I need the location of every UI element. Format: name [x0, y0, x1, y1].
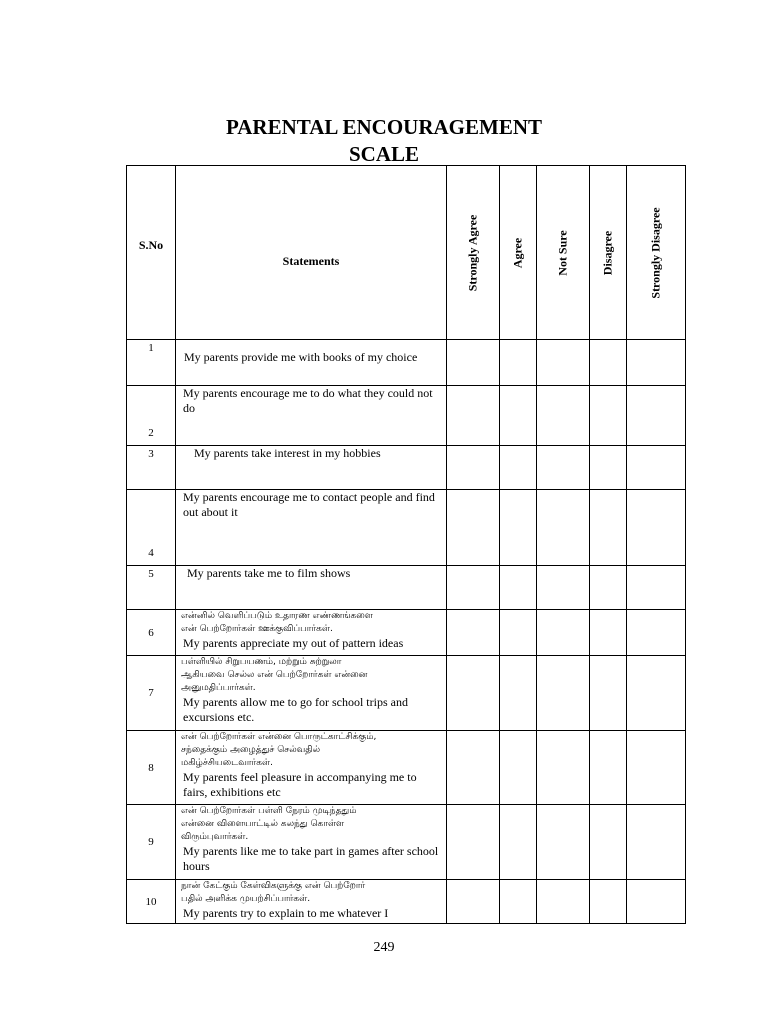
header-row [127, 166, 686, 340]
english-statement: My parents provide me with books of my choice [184, 350, 418, 364]
response-cell-disagree[interactable] [590, 805, 627, 880]
row-number: 5 [127, 566, 176, 610]
english-statement: My parents take me to film shows [187, 566, 351, 580]
response-cell-not-sure[interactable] [537, 340, 590, 386]
english-statement: My parents feel pleasure in accompanying me to fairs, exhibitions etc [183, 770, 417, 799]
table-row [127, 446, 686, 490]
english-statement: My parents try to explain to me whatever I [183, 906, 389, 920]
tamil-statement-line: என் பெற்றோர்கள் ஊக்குவிப்பார்கள். [181, 624, 333, 634]
response-cell-strongly-agree[interactable] [447, 446, 500, 490]
response-cell-not-sure[interactable] [537, 731, 590, 805]
statement-cell [176, 386, 447, 446]
response-cell-agree[interactable] [500, 656, 537, 731]
response-cell-strongly-agree[interactable] [447, 805, 500, 880]
tamil-statement-line: என் பெற்றோர்கள் என்னை பொருட்காட்சிக்கும், [181, 732, 377, 742]
response-cell-agree[interactable] [500, 805, 537, 880]
row-number: 2 [127, 386, 176, 446]
english-statement: My parents encourage me to do what they could not do [183, 386, 433, 415]
table-row [127, 880, 686, 924]
statement-cell [176, 880, 447, 924]
scale-table [126, 165, 686, 924]
response-cell-not-sure[interactable] [537, 805, 590, 880]
response-cell-not-sure[interactable] [537, 490, 590, 566]
response-cell-disagree[interactable] [590, 446, 627, 490]
row-number: 4 [127, 490, 176, 566]
tamil-statement-line: விரும்புவார்கள். [181, 832, 249, 842]
response-cell-disagree[interactable] [590, 340, 627, 386]
agree-header: Agree [500, 166, 537, 340]
page-title: PARENTAL ENCOURAGEMENT [226, 115, 542, 139]
tamil-statement-line: சந்தைக்கும் அழைத்துச் செல்வதில் [181, 745, 321, 755]
response-cell-agree[interactable] [500, 731, 537, 805]
tamil-statement-line: என்னில் வெளிப்படும் உதாரண எண்ணங்களை [181, 611, 373, 621]
response-cell-not-sure[interactable] [537, 656, 590, 731]
response-cell-strongly-disagree[interactable] [627, 386, 686, 446]
strongly-agree-header: Strongly Agree [447, 166, 500, 340]
response-cell-strongly-agree[interactable] [447, 566, 500, 610]
table-row [127, 610, 686, 656]
response-cell-agree[interactable] [500, 880, 537, 924]
row-number: 6 [127, 610, 176, 656]
row-number: 10 [127, 880, 176, 924]
response-cell-agree[interactable] [500, 386, 537, 446]
table-row [127, 490, 686, 566]
response-cell-strongly-agree[interactable] [447, 490, 500, 566]
page-subtitle: SCALE [348, 142, 420, 166]
not-sure-header: Not Sure [537, 166, 590, 340]
response-cell-strongly-agree[interactable] [447, 386, 500, 446]
row-number: 1 [127, 340, 176, 386]
table-row [127, 731, 686, 805]
table-row [127, 805, 686, 880]
statements-header: Statements [176, 166, 447, 340]
response-cell-strongly-disagree[interactable] [627, 656, 686, 731]
response-cell-agree[interactable] [500, 340, 537, 386]
response-cell-not-sure[interactable] [537, 566, 590, 610]
response-cell-agree[interactable] [500, 610, 537, 656]
response-cell-strongly-agree[interactable] [447, 656, 500, 731]
response-cell-disagree[interactable] [590, 490, 627, 566]
response-cell-strongly-disagree[interactable] [627, 880, 686, 924]
response-cell-agree[interactable] [500, 490, 537, 566]
response-cell-strongly-disagree[interactable] [627, 731, 686, 805]
statement-cell [176, 490, 447, 566]
response-cell-disagree[interactable] [590, 656, 627, 731]
response-cell-strongly-disagree[interactable] [627, 805, 686, 880]
row-number: 8 [127, 731, 176, 805]
response-cell-not-sure[interactable] [537, 446, 590, 490]
statement-cell [176, 610, 447, 656]
response-cell-strongly-agree[interactable] [447, 731, 500, 805]
english-statement: My parents appreciate my out of pattern ideas [183, 636, 404, 650]
table-row [127, 656, 686, 731]
response-cell-disagree[interactable] [590, 566, 627, 610]
table-row [127, 340, 686, 386]
statement-cell [176, 340, 447, 386]
english-statement: My parents encourage me to contact people and find out about it [183, 490, 435, 519]
english-statement: My parents take interest in my hobbies [194, 446, 381, 460]
strongly-disagree-header: Strongly Disagree [627, 166, 686, 340]
tamil-statement-line: பள்ளியில் சிறுபயணம், மற்றும் சுற்றுலா [181, 657, 342, 667]
statement-cell [176, 805, 447, 880]
statement-cell [176, 566, 447, 610]
table-row [127, 386, 686, 446]
response-cell-strongly-agree[interactable] [447, 880, 500, 924]
response-cell-strongly-disagree[interactable] [627, 340, 686, 386]
row-number: 3 [127, 446, 176, 490]
response-cell-agree[interactable] [500, 446, 537, 490]
response-cell-not-sure[interactable] [537, 386, 590, 446]
tamil-statement-line: நான் கேட்கும் கேள்விகளுக்கு என் பெற்றோர் [181, 881, 366, 891]
row-number: 7 [127, 656, 176, 731]
tamil-statement-line: என் பெற்றோர்கள் பள்ளி நேரம் முடிந்ததும் [181, 806, 357, 816]
statement-cell [176, 656, 447, 731]
response-cell-strongly-disagree[interactable] [627, 610, 686, 656]
row-number: 9 [127, 805, 176, 880]
response-cell-disagree[interactable] [590, 386, 627, 446]
response-cell-disagree[interactable] [590, 610, 627, 656]
page-number: 249 [373, 940, 395, 955]
response-cell-disagree[interactable] [590, 880, 627, 924]
sno-header: S.No [127, 166, 176, 340]
response-cell-agree[interactable] [500, 566, 537, 610]
english-statement: My parents allow me to go for school trips and excursions etc. [183, 695, 408, 724]
response-cell-strongly-disagree[interactable] [627, 490, 686, 566]
response-cell-strongly-disagree[interactable] [627, 566, 686, 610]
response-cell-not-sure[interactable] [537, 610, 590, 656]
disagree-header: Disagree [590, 166, 627, 340]
tamil-statement-line: ஆகியவை செல்ல என் பெற்றோர்கள் என்னை [181, 670, 368, 680]
statement-cell [176, 446, 447, 490]
statement-cell [176, 731, 447, 805]
response-cell-strongly-agree[interactable] [447, 340, 500, 386]
tamil-statement-line: மகிழ்ச்சியடைவார்கள். [181, 758, 274, 768]
tamil-statement-line: பதில் அளிக்க முயற்சிப்பார்கள். [181, 894, 311, 904]
response-cell-not-sure[interactable] [537, 880, 590, 924]
tamil-statement-line: அனுமதிப்பார்கள். [181, 683, 256, 693]
tamil-statement-line: என்னை விளையாட்டில் கலந்து கொள்ள [181, 819, 345, 829]
english-statement: My parents like me to take part in games after school hours [183, 844, 439, 873]
response-cell-disagree[interactable] [590, 731, 627, 805]
response-cell-strongly-agree[interactable] [447, 610, 500, 656]
response-cell-strongly-disagree[interactable] [627, 446, 686, 490]
table-row [127, 566, 686, 610]
